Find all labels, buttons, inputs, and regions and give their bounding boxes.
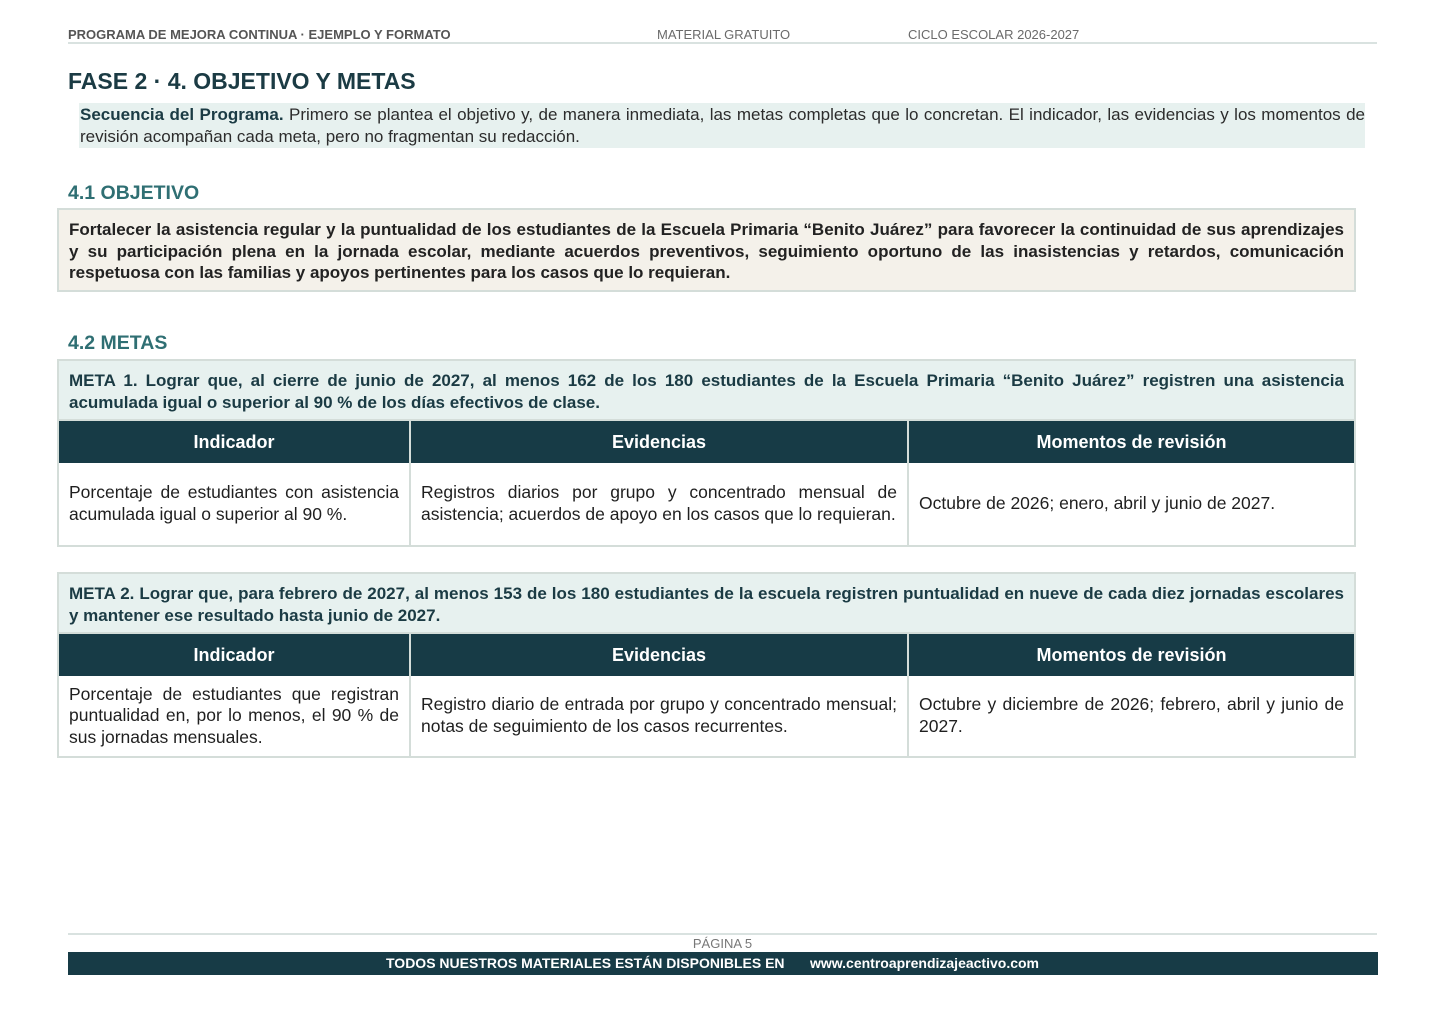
- column-header-indicador: Indicador: [59, 421, 410, 463]
- meta-block-2: [57, 572, 1356, 758]
- meta-statement: META 2. Lograr que, para febrero de 2027, al menos 153 de los 180 estudiantes de la escuela registren puntualidad en nueve de cada diez jornadas escolares y mantener ese resultado hasta junio de 2027.: [59, 574, 1354, 634]
- page-number: PÁGINA 5: [692, 936, 753, 951]
- page-header: [68, 26, 1377, 44]
- footer-divider: [68, 933, 1377, 935]
- objective-heading: 4.1 OBJETIVO: [68, 182, 200, 204]
- objective-box: Fortalecer la asistencia regular y la puntualidad de los estudiantes de la Escuela Primaria “Benito Juárez” para favorecer la continuidad de sus aprendizajes y su participación plena en la jornada escolar, mediante acuerdos preventivos, seguimiento oportuno de las inasistencias y retardos, comunicación respetuosa con las familias y apoyos pertinentes para los casos que lo requieran.: [57, 208, 1356, 292]
- intro-text: Primero se plantea el objetivo y, de manera inmediata, las metas completas que lo concretan. El indicador, las evidencias y los momentos de revisión acompañan cada meta, pero no fragmentan su redacción.: [80, 105, 1365, 146]
- column-header-indicador: Indicador: [59, 634, 410, 676]
- table-row: [59, 676, 1354, 756]
- meta-statement: META 1. Lograr que, al cierre de junio de 2027, al menos 162 de los 180 estudiantes de la Escuela Primaria “Benito Juárez” registren una asistencia acumulada igual o superior al 90 % de los días efectivos de clase.: [59, 361, 1354, 421]
- intro-box: [79, 103, 1365, 148]
- page-title: FASE 2 · 4. OBJETIVO Y METAS: [68, 68, 416, 94]
- metas-heading: 4.2 METAS: [68, 332, 168, 354]
- footer-banner: [68, 952, 1378, 975]
- cell-momentos: Octubre de 2026; enero, abril y junio de 2027.: [919, 493, 1276, 514]
- footer-text: TODOS NUESTROS MATERIALES ESTÁN DISPONIBLES EN: [386, 955, 785, 971]
- intro-lead: Secuencia del Programa.: [80, 105, 284, 124]
- column-header-evidencias: Evidencias: [410, 421, 908, 463]
- cell-momentos: Octubre y diciembre de 2026; febrero, abril y junio de 2027.: [919, 694, 1344, 736]
- column-header-momentos: Momentos de revisión: [908, 421, 1354, 463]
- column-header-momentos: Momentos de revisión: [908, 634, 1354, 676]
- header-free-material: MATERIAL GRATUITO: [657, 27, 791, 42]
- header-school-cycle: CICLO ESCOLAR 2026-2027: [908, 27, 1080, 42]
- cell-indicador: Porcentaje de estudiantes que registran puntualidad en, por lo menos, el 90 % de sus jornadas mensuales.: [59, 676, 410, 756]
- meta-table: [59, 634, 1354, 756]
- cell-evidencias: Registros diarios por grupo y concentrado mensual de asistencia; acuerdos de apoyo en los casos que lo requieran.: [410, 463, 908, 545]
- table-header-row: [59, 634, 1354, 676]
- cell-evidencias: Registro diario de entrada por grupo y concentrado mensual; notas de seguimiento de los casos recurrentes.: [410, 676, 908, 756]
- table-header-row: [59, 421, 1354, 463]
- column-header-evidencias: Evidencias: [410, 634, 908, 676]
- cell-indicador: Porcentaje de estudiantes con asistencia acumulada igual o superior al 90 %.: [59, 463, 410, 545]
- meta-table: [59, 421, 1354, 545]
- table-row: [59, 463, 1354, 545]
- footer-url-link[interactable]: www.centroaprendizajeactivo.com: [810, 955, 1039, 971]
- header-program-name: PROGRAMA DE MEJORA CONTINUA · EJEMPLO Y FORMATO: [68, 27, 451, 42]
- meta-block-1: [57, 359, 1356, 547]
